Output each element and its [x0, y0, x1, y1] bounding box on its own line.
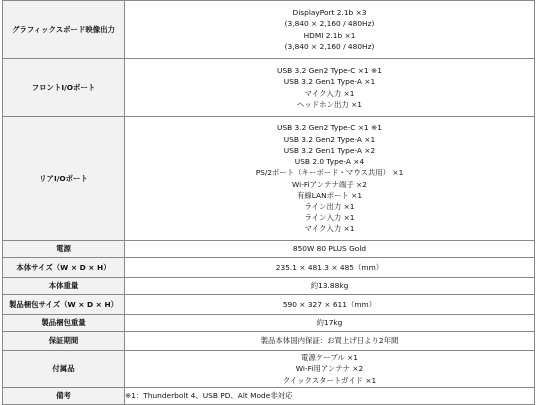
spec-value — [125, 332, 535, 351]
spec-value-line: ライン出力 ×1 — [304, 201, 355, 211]
spec-value-line: クイックスタートガイド ×1 — [282, 375, 377, 385]
spec-value-line: ライン入力 ×1 — [304, 213, 355, 223]
spec-value-line: マイク入力 ×1 — [304, 224, 355, 234]
spec-label: 付属品 — [3, 351, 125, 388]
spec-value — [125, 388, 535, 405]
spec-label: フロントI/Oポート — [3, 59, 125, 117]
spec-value — [125, 1, 535, 59]
spec-value-line: (3,840 × 2,160 / 480Hz) — [284, 19, 375, 29]
spec-value-line: Wi-Fiアンテナ端子 ×2 — [292, 179, 367, 189]
spec-label: リアI/Oポート — [3, 117, 125, 241]
spec-value-line: 製品本体国内保証：お買上げ日より2年間 — [260, 336, 399, 346]
spec-row — [3, 332, 535, 351]
spec-value-line: 590 × 327 × 611（mm） — [282, 299, 377, 309]
spec-value — [125, 258, 535, 278]
spec-row — [3, 117, 535, 241]
spec-value — [125, 59, 535, 117]
spec-value-line: Wi-Fi用アンテナ ×2 — [295, 364, 364, 374]
spec-value-line: DisplayPort 2.1b ×3 — [292, 8, 367, 18]
spec-value — [125, 241, 535, 258]
spec-row — [3, 388, 535, 405]
spec-row — [3, 258, 535, 278]
spec-label: 電源 — [3, 241, 125, 258]
spec-value-line: ※1：Thunderbolt 4、USB PD、Alt Mode非対応 — [125, 391, 293, 401]
spec-row — [3, 241, 535, 258]
spec-label: 備考 — [3, 388, 125, 405]
spec-value — [125, 315, 535, 332]
spec-value-line: (3,840 × 2,160 / 480Hz) — [284, 41, 375, 51]
spec-value-line: USB 3.2 Gen2 Type-A ×1 — [283, 134, 376, 144]
spec-value — [125, 278, 535, 295]
spec-label: 本体重量 — [3, 278, 125, 295]
spec-label: グラフィックスボード映像出力 — [3, 1, 125, 59]
spec-value-line: HDMI 2.1b ×1 — [303, 30, 356, 40]
spec-value — [125, 351, 535, 388]
spec-value-line: 電源ケーブル ×1 — [301, 353, 358, 363]
spec-row — [3, 295, 535, 315]
spec-label: 保証期間 — [3, 332, 125, 351]
spec-table — [2, 0, 535, 405]
spec-value-line: USB 3.2 Gen1 Type-A ×1 — [283, 77, 376, 87]
spec-label: 本体サイズ（W × D × H） — [3, 258, 125, 278]
spec-value-line: 約13.88kg — [310, 281, 349, 291]
spec-row — [3, 59, 535, 117]
spec-value — [125, 117, 535, 241]
spec-label: 製品梱包重量 — [3, 315, 125, 332]
spec-value-line: USB 3.2 Gen2 Type-C ×1 ※1 — [277, 123, 382, 133]
spec-row — [3, 1, 535, 59]
spec-row — [3, 278, 535, 295]
spec-value-line: PS/2ポート（キーボード・マウス共用） ×1 — [255, 168, 404, 178]
spec-row — [3, 351, 535, 388]
spec-value-line: ヘッドホン出力 ×1 — [297, 99, 362, 109]
spec-value-line: 約17kg — [316, 318, 343, 328]
spec-value-line: マイク入力 ×1 — [304, 88, 355, 98]
spec-value-line: 235.1 × 481.3 × 485（mm） — [275, 262, 384, 272]
spec-value-line: USB 3.2 Gen1 Type-A ×2 — [283, 145, 376, 155]
spec-value-line: USB 3.2 Gen2 Type-C ×1 ※1 — [277, 66, 382, 76]
spec-value-line: 850W 80 PLUS Gold — [292, 244, 367, 254]
spec-value-line: 有線LANポート ×1 — [296, 190, 363, 200]
spec-row — [3, 315, 535, 332]
spec-label: 製品梱包サイズ（W × D × H） — [3, 295, 125, 315]
spec-value-line: USB 2.0 Type-A ×4 — [294, 157, 365, 167]
spec-value — [125, 295, 535, 315]
spec-table-body — [3, 1, 535, 405]
